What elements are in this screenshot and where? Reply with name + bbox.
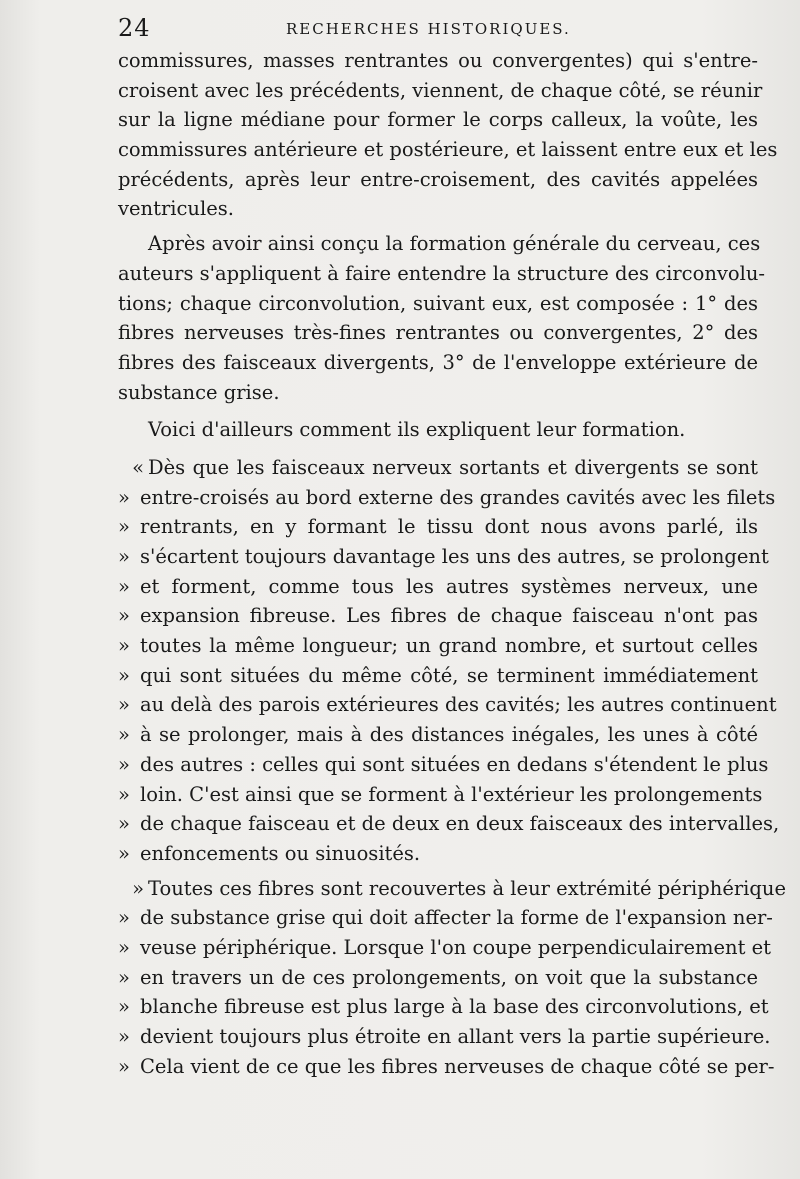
quote-mark: » xyxy=(118,545,130,568)
text-line: fibres des faisceaux divergents, 3° de l'enveloppe extérieure de xyxy=(118,350,758,374)
quote-line xyxy=(118,1052,775,1082)
running-head: RECHERCHES HISTORIQUES. xyxy=(286,20,571,38)
quote-line xyxy=(118,720,758,750)
quote-line xyxy=(118,572,758,602)
paragraph-1 xyxy=(118,46,778,224)
quote-mark: » xyxy=(118,752,130,776)
quote-text: Dès que les faisceaux nerveux sortants et divergents se sont xyxy=(148,455,758,479)
text-line: Après avoir ainsi conçu la formation générale du cerveau, ces xyxy=(148,232,761,256)
quote-mark: » xyxy=(118,515,130,539)
quote-mark: » xyxy=(118,812,130,836)
quote-text: Toutes ces fibres sont recouvertes à leur extrémité périphérique xyxy=(148,876,786,900)
text-line: ventricules. xyxy=(118,197,234,221)
quote-mark: « xyxy=(132,455,144,479)
paragraph-3 xyxy=(118,415,758,445)
text-line: tions; chaque circonvolution, suivant eux, est composée : 1° des xyxy=(118,291,758,315)
quote-text: blanche fibreuse est plus large à la base des circonvolutions, et xyxy=(140,995,769,1019)
quote-text: à se prolonger, mais à des distances inégales, les unes à côté xyxy=(140,723,758,747)
text-line: croisent avec les précédents, viennent, de chaque côté, se réunir xyxy=(118,78,763,102)
quote-line xyxy=(118,453,758,483)
page-number: 24 xyxy=(118,14,151,42)
quote-text: Cela vient de ce que les fibres nerveuses de chaque côté se per- xyxy=(140,1054,775,1078)
quote-text: devient toujours plus étroite en allant vers la partie supérieure. xyxy=(140,1025,771,1048)
quote-line xyxy=(118,512,758,542)
quote-line xyxy=(118,809,780,839)
quote-mark: » xyxy=(118,485,130,509)
quote-mark: » xyxy=(118,604,130,628)
quote-mark: » xyxy=(118,1025,130,1048)
quote-text: rentrants, en y formant le tissu dont nous avons parlé, ils xyxy=(140,515,758,539)
text-line: commissures, masses rentrantes ou convergentes) qui s'entre- xyxy=(118,49,758,72)
quote-line xyxy=(118,1022,771,1052)
quote-text: et forment, comme tous les autres systèmes nerveux, une xyxy=(140,574,758,598)
quote-text: loin. C'est ainsi que se forment à l'extérieur les prolongements xyxy=(140,782,763,806)
quote-line xyxy=(118,631,758,661)
quote-line xyxy=(118,661,758,691)
quote-text: qui sont situées du même côté, se terminent immédiatement xyxy=(140,663,758,687)
quote-line xyxy=(118,903,773,933)
text-line: précédents, après leur entre-croisement, des cavités appelées xyxy=(118,167,758,191)
quote-text: toutes la même longueur; un grand nombre, et surtout celles xyxy=(140,634,758,658)
quote-line xyxy=(118,542,769,572)
quote-mark: » xyxy=(118,663,130,687)
quote-mark: » xyxy=(118,1054,130,1078)
quote-line xyxy=(118,750,769,780)
quote-text: enfoncements ou sinuosités. xyxy=(140,841,421,865)
quote-mark: » xyxy=(132,876,144,900)
quotation-1 xyxy=(118,453,780,869)
quote-text: s'écartent toujours davantage les uns des autres, se prolongent xyxy=(140,545,769,568)
quotation-2 xyxy=(118,874,786,1082)
quote-mark: » xyxy=(118,723,130,747)
quote-mark: » xyxy=(118,841,130,865)
paragraph-2 xyxy=(118,229,766,407)
body-text xyxy=(118,46,786,1081)
quote-line xyxy=(118,874,786,904)
quote-mark: » xyxy=(118,965,130,989)
quote-line xyxy=(118,992,769,1022)
quote-text: de chaque faisceau et de deux en deux faisceaux des intervalles, xyxy=(140,812,780,836)
quote-mark: » xyxy=(118,634,130,658)
text-line: sur la ligne médiane pour former le corps calleux, la voûte, les xyxy=(118,108,758,132)
quote-line xyxy=(118,933,771,963)
quote-text: en travers un de ces prolongements, on voit que la substance xyxy=(140,965,758,989)
quote-line xyxy=(118,839,758,869)
quote-mark: » xyxy=(118,935,130,959)
quote-line xyxy=(118,963,758,993)
text-line: commissures antérieure et postérieure, et laissent entre eux et les xyxy=(118,138,778,162)
quote-text: de substance grise qui doit affecter la forme de l'expansion ner- xyxy=(140,906,773,930)
quote-mark: » xyxy=(118,782,130,806)
quote-text: veuse périphérique. Lorsque l'on coupe perpendiculairement et xyxy=(140,935,771,959)
quote-mark: » xyxy=(118,693,130,717)
quote-text: au delà des parois extérieures des cavités; les autres continuent xyxy=(140,693,777,717)
quote-mark: » xyxy=(118,574,130,598)
quote-line xyxy=(118,601,758,631)
quote-text: entre-croisés au bord externe des grandes cavités avec les filets xyxy=(140,485,776,509)
page-header xyxy=(118,10,758,42)
quote-text: expansion fibreuse. Les fibres de chaque faisceau n'ont pas xyxy=(140,604,758,628)
quote-mark: » xyxy=(118,995,130,1019)
quote-line xyxy=(118,483,776,513)
quote-mark: » xyxy=(118,906,130,930)
text-line: substance grise. xyxy=(118,380,280,404)
quote-line xyxy=(118,780,763,810)
quote-line xyxy=(118,690,777,720)
quote-text: des autres : celles qui sont situées en dedans s'étendent le plus xyxy=(140,752,769,776)
text-line: fibres nerveuses très-fines rentrantes ou convergentes, 2° des xyxy=(118,321,758,345)
text-line: auteurs s'appliquent à faire entendre la structure des circonvolu- xyxy=(118,261,766,285)
text-line: Voici d'ailleurs comment ils expliquent leur formation. xyxy=(148,418,686,442)
